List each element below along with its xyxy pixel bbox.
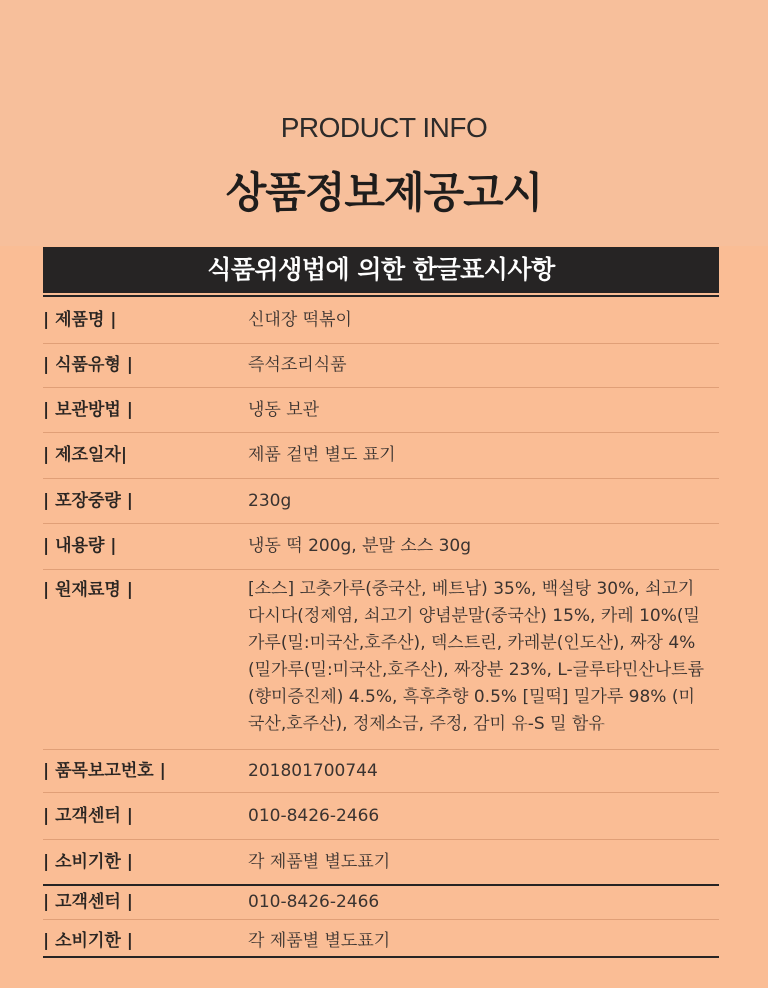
row-value: 각 제품별 별도표기 [248, 851, 391, 872]
row-value: 신대장 떡볶이 [248, 309, 352, 330]
table-row [43, 570, 719, 750]
table-row [43, 840, 719, 884]
row-value: 냉동 떡 200g, 분말 소스 30g [248, 536, 472, 556]
table-row [43, 297, 719, 344]
product-info-table [43, 297, 719, 963]
row-value: 냉동 보관 [248, 399, 320, 420]
row-value: 각 제품별 별도표기 [248, 931, 391, 951]
table-row [43, 479, 719, 524]
row-label: | 내용량 | [43, 536, 117, 556]
table-row [43, 388, 719, 433]
row-value: 010-8426-2466 [248, 805, 380, 826]
table-row [43, 433, 719, 479]
row-value: 제품 겉면 별도 표기 [248, 445, 396, 465]
korean-title: 상품정보제공고시 [225, 168, 543, 217]
table-row [43, 344, 719, 388]
row-label: | 고객센터 | [43, 892, 133, 912]
row-label: | 품목보고번호 | [43, 760, 166, 781]
row-value: 010-8426-2466 [248, 892, 380, 912]
row-label: | 원재료명 | [43, 580, 133, 600]
row-value: 201801700744 [248, 760, 378, 781]
row-label: | 소비기한 | [43, 851, 133, 872]
row-label: | 포장중량 | [43, 490, 133, 511]
row-value: [소스] 고춧가루(중국산, 베트남) 35%, 백설탕 30%, 쇠고기 다시다(정제염, 쇠고기 양념분말(중국산) 15%, 카레 10%(밀가루(밀:미국산,호주산), 덱스트린, 카레분(인도산), 짜장 4%(밀가루(밀:미국산,호주산), 짜장분 23%, L-글루타민산나트륨(향미증진제) 4.5%, 흑후추향 0.5% [밀떡] 밀가루 98% (미국산,호주산), 정제소금, 주정, 감미 유-S 밀 함유 [248, 579, 705, 734]
table-row [43, 750, 719, 793]
row-value: 230g [248, 490, 292, 511]
table-bottom-divider [43, 956, 719, 958]
row-value: 즉석조리식품 [248, 355, 347, 375]
table-row [43, 793, 719, 840]
section-banner: 식품위생법에 의한 한글표시사항 [43, 247, 719, 293]
row-label: | 식품유형 | [43, 355, 133, 375]
row-label: | 제품명 | [43, 309, 117, 330]
row-label: | 고객센터 | [43, 805, 133, 826]
row-label: | 보관방법 | [43, 399, 133, 420]
table-row [43, 524, 719, 570]
row-label: | 제조일자| [43, 445, 128, 465]
row-label: | 소비기한 | [43, 931, 133, 951]
table-row [43, 884, 719, 920]
english-title: PRODUCT INFO [280, 112, 488, 143]
